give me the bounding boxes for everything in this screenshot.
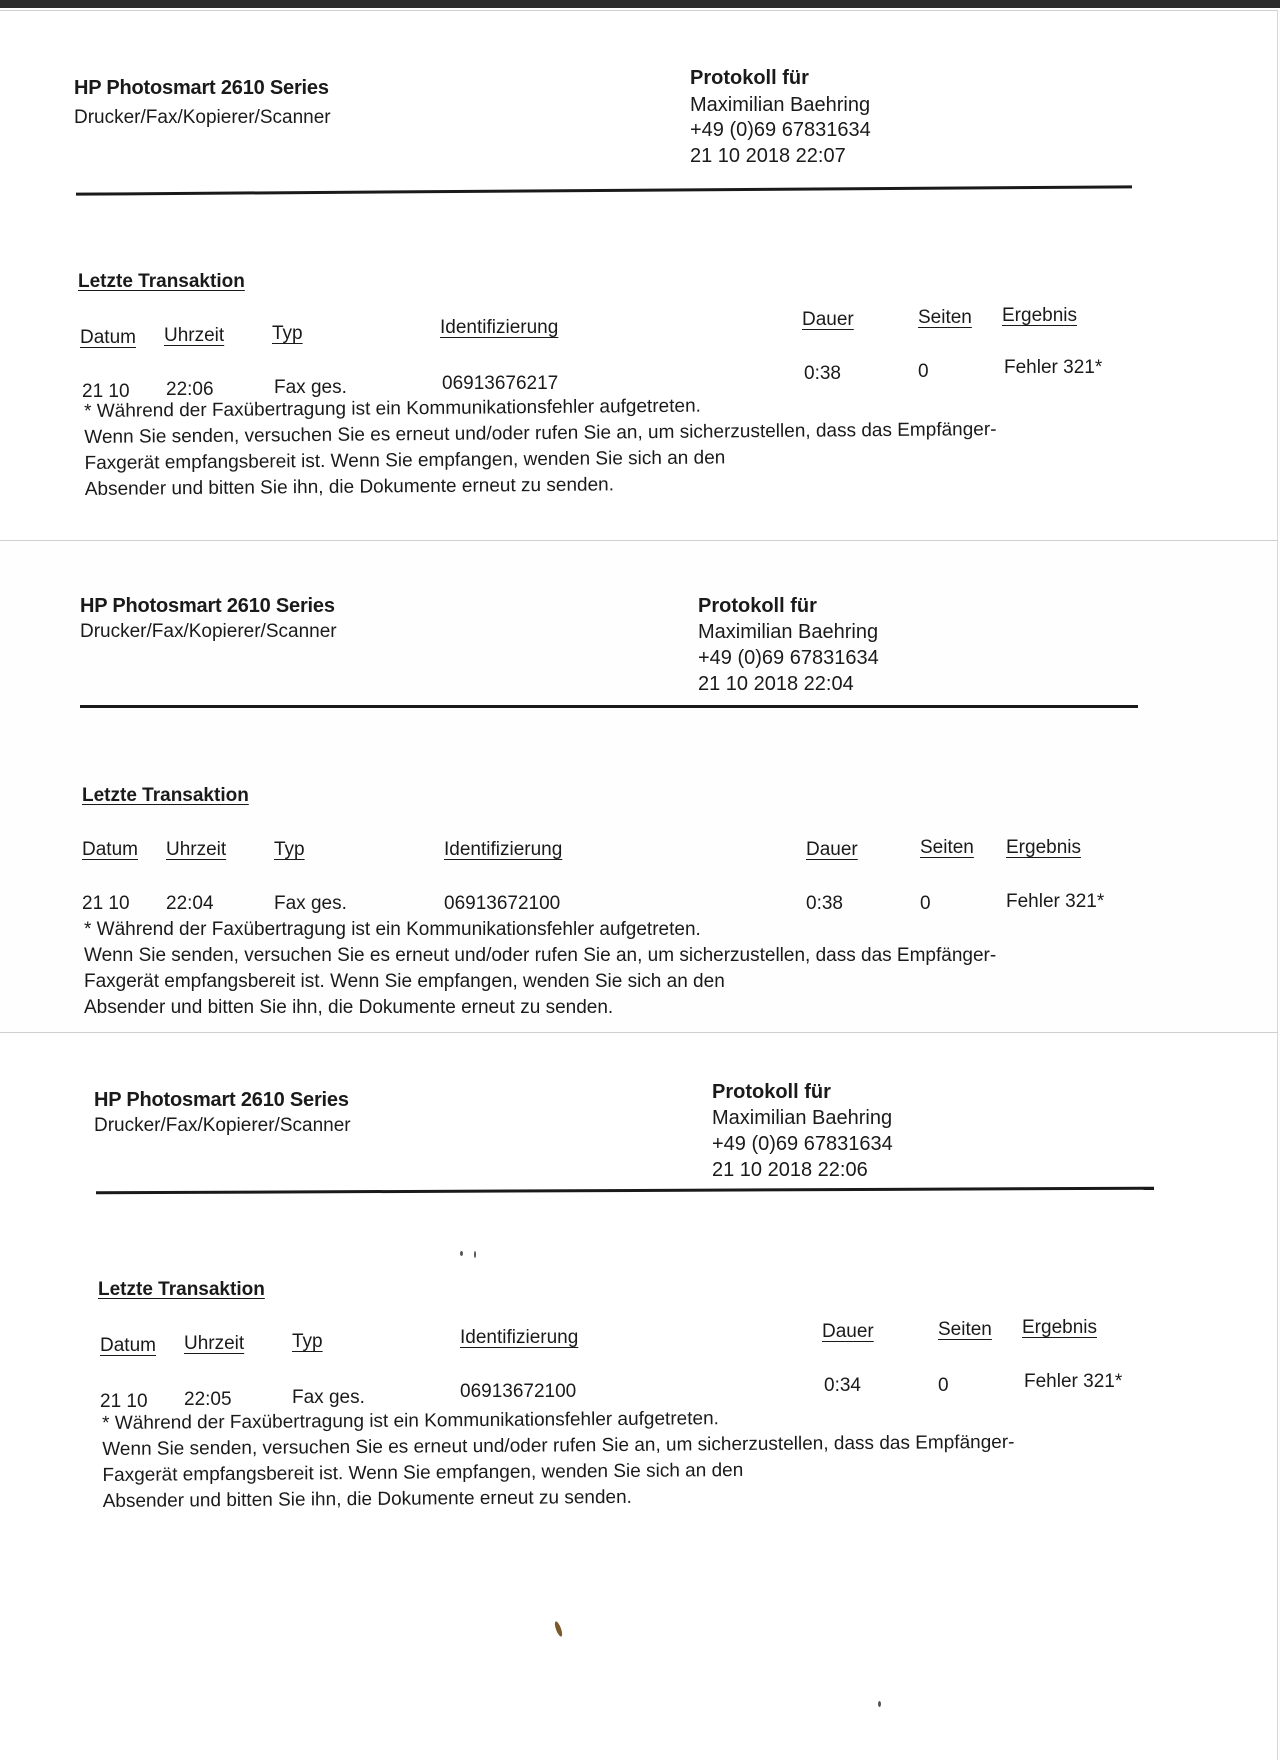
cell-uhrzeit: 22:04 [166,893,214,914]
report-datetime: 21 10 2018 22:06 [712,1159,868,1181]
cell-identifizierung: 06913672100 [460,1381,577,1402]
section-title: Letzte Transaktion [82,785,249,806]
printer-subtitle: Drucker/Fax/Kopierer/Scanner [80,621,337,642]
scan-speck [878,1701,881,1707]
cell-seiten: 0 [918,361,929,382]
scan-speck [474,1251,476,1258]
col-dauer: Dauer [822,1321,874,1342]
note-line: Wenn Sie senden, versuchen Sie es erneut und/oder rufen Sie an, um sicherzustellen, dass das Empfänger- [84,945,997,966]
col-seiten: Seiten [938,1319,992,1340]
col-datum: Datum [80,327,136,348]
cell-ergebnis: Fehler 321* [1024,1371,1123,1392]
col-uhrzeit: Uhrzeit [184,1333,245,1354]
error-note [84,917,1184,1021]
note-line: Absender und bitten Sie ihn, die Dokumente erneut zu senden. [84,474,615,500]
col-dauer: Dauer [802,309,854,330]
col-ergebnis: Ergebnis [1006,837,1081,858]
owner-name: Maximilian Baehring [712,1107,893,1129]
col-datum: Datum [82,839,138,860]
note-line: Absender und bitten Sie ihn, die Dokumente erneut zu senden. [102,1486,632,1512]
report-datetime: 21 10 2018 22:07 [690,145,846,167]
section-title: Letzte Transaktion [78,271,245,292]
cell-ergebnis: Fehler 321* [1004,357,1103,378]
col-typ: Typ [274,839,305,860]
cell-seiten: 0 [938,1375,949,1396]
cell-typ: Fax ges. [292,1387,365,1408]
cell-identifizierung: 06913672100 [444,893,561,914]
owner-phone: +49 (0)69 67831634 [698,647,879,669]
col-dauer: Dauer [806,839,858,860]
col-identifizierung: Identifizierung [440,317,559,338]
printer-model: HP Photosmart 2610 Series [74,77,329,99]
owner-name: Maximilian Baehring [690,94,871,116]
error-note [84,389,1185,503]
note-line: Wenn Sie senden, versuchen Sie es erneut und/oder rufen Sie an, um sicherzustellen, dass das Empfänger- [84,419,997,448]
fax-report-1 [0,10,1278,542]
header-divider [96,1187,1154,1195]
cell-dauer: 0:38 [804,363,841,384]
note-line: * Während der Faxübertragung ist ein Kommunikationsfehler aufgetreten. [84,395,701,422]
cell-datum: 21 10 [82,893,130,914]
cell-seiten: 0 [920,893,931,914]
cell-dauer: 0:38 [806,893,843,914]
scan-speck [553,1621,563,1638]
note-line: Faxgerät empfangsbereit ist. Wenn Sie empfangen, wenden Sie sich an den [84,447,726,474]
col-identifizierung: Identifizierung [460,1327,579,1348]
section-title: Letzte Transaktion [98,1279,265,1300]
col-uhrzeit: Uhrzeit [164,325,225,346]
note-line: Wenn Sie senden, versuchen Sie es erneut und/oder rufen Sie an, um sicherzustellen, dass das Empfänger- [102,1431,1015,1460]
cell-ergebnis: Fehler 321* [1006,891,1105,912]
note-line: Absender und bitten Sie ihn, die Dokumente erneut zu senden. [84,997,614,1018]
owner-phone: +49 (0)69 67831634 [690,119,871,141]
col-ergebnis: Ergebnis [1002,305,1077,326]
error-note [102,1402,1203,1515]
cell-typ: Fax ges. [274,893,347,914]
cell-identifizierung: 06913676217 [442,373,559,394]
col-typ: Typ [292,1331,323,1352]
col-typ: Typ [272,323,303,344]
note-line: Faxgerät empfangsbereit ist. Wenn Sie empfangen, wenden Sie sich an den [102,1459,744,1486]
col-identifizierung: Identifizierung [444,839,563,860]
owner-phone: +49 (0)69 67831634 [712,1133,893,1155]
scan-speck [460,1251,463,1256]
printer-model: HP Photosmart 2610 Series [94,1089,349,1111]
protocol-label: Protokoll für [712,1081,831,1103]
cell-datum: 21 10 [100,1391,148,1412]
cell-typ: Fax ges. [274,377,347,398]
scan-top-edge [0,0,1280,8]
col-seiten: Seiten [918,307,972,328]
owner-name: Maximilian Baehring [698,621,879,643]
header-divider [76,185,1132,195]
report-datetime: 21 10 2018 22:04 [698,673,854,695]
fax-report-3 [0,1032,1278,1760]
printer-model: HP Photosmart 2610 Series [80,595,335,617]
printer-subtitle: Drucker/Fax/Kopierer/Scanner [74,107,331,128]
cell-uhrzeit: 22:05 [184,1389,232,1410]
note-line: Faxgerät empfangsbereit ist. Wenn Sie empfangen, wenden Sie sich an den [84,971,725,992]
note-line: * Während der Faxübertragung ist ein Kommunikationsfehler aufgetreten. [102,1408,719,1434]
note-line: * Während der Faxübertragung ist ein Kommunikationsfehler aufgetreten. [84,919,701,940]
cell-uhrzeit: 22:06 [166,379,214,400]
fax-report-2 [0,540,1278,1034]
cell-datum: 21 10 [82,381,130,402]
protocol-label: Protokoll für [698,595,817,617]
header-divider [80,705,1138,708]
protocol-label: Protokoll für [690,67,809,89]
printer-subtitle: Drucker/Fax/Kopierer/Scanner [94,1115,351,1136]
col-seiten: Seiten [920,837,974,858]
cell-dauer: 0:34 [824,1375,861,1396]
col-uhrzeit: Uhrzeit [166,839,227,860]
col-ergebnis: Ergebnis [1022,1317,1097,1338]
col-datum: Datum [100,1335,156,1356]
